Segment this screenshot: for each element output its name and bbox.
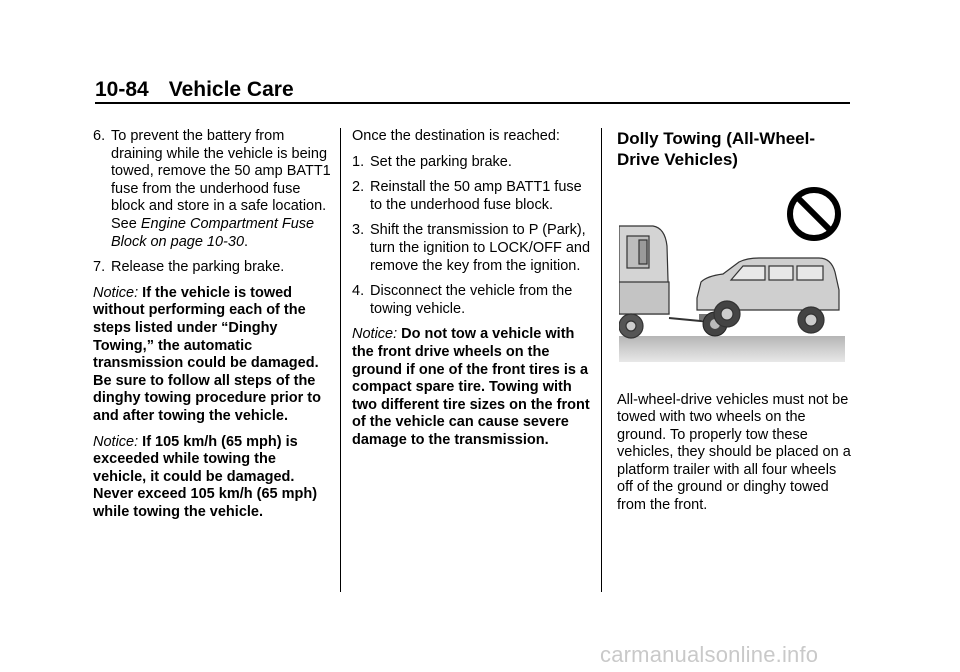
column-middle bbox=[352, 128, 592, 458]
column-left bbox=[93, 128, 333, 529]
list-item bbox=[352, 283, 592, 318]
dolly-towing-prohibited-illustration bbox=[619, 186, 845, 362]
chapter-title: Vehicle Care bbox=[168, 78, 294, 101]
notice-text: If the vehicle is towed without performing each of the steps listed under “Dinghy Towing,” the automatic transmission could be damaged. Be sure to follow all steps of the dinghy towing procedure prior to and after towing the vehicle. bbox=[93, 284, 321, 424]
column-divider-1 bbox=[340, 128, 341, 592]
step-text: Disconnect the vehicle from the towing vehicle. bbox=[370, 283, 573, 317]
notice-label: Notice: bbox=[93, 284, 139, 301]
notice-speed bbox=[93, 434, 333, 522]
ground bbox=[619, 336, 845, 362]
notice-text: If 105 km/h (65 mph) is exceeded while towing the vehicle, it could be damaged. Never exceed 105 km/h (65 mph) while towing the vehicle. bbox=[93, 433, 318, 520]
step-number: 7. bbox=[93, 259, 106, 276]
step-7 bbox=[93, 259, 333, 277]
notice-label: Notice: bbox=[352, 326, 398, 343]
awd-towing-paragraph: All-wheel-drive vehicles must not be towed with two wheels on the ground. To properly tow these vehicles, they should be placed on a platform trailer with all four wheels off of the ground or dinghy towed from the front. bbox=[617, 391, 851, 514]
cross-reference-link[interactable]: Engine Compartment Fuse Block on page 10-30 bbox=[111, 215, 315, 250]
header-rule bbox=[95, 102, 850, 104]
page-number: 10-84 bbox=[95, 78, 149, 101]
step-text: Shift the transmission to P (Park), turn the ignition to LOCK/OFF and remove the key from the ignition. bbox=[370, 222, 591, 274]
step-number: 6. bbox=[93, 128, 106, 144]
section-heading: Dolly Towing (All-Wheel-Drive Vehicles) bbox=[617, 129, 815, 169]
step-number: 1. bbox=[352, 153, 365, 170]
column-right bbox=[617, 128, 855, 170]
step-text: Set the parking brake. bbox=[370, 153, 512, 170]
list-item bbox=[352, 222, 592, 275]
list-item bbox=[352, 154, 592, 172]
list-item bbox=[352, 179, 592, 214]
watermark: carmanualsonline.info bbox=[600, 642, 819, 667]
notice-dinghy bbox=[93, 285, 333, 426]
notice-label: Notice: bbox=[93, 433, 139, 450]
step-text: Reinstall the 50 amp BATT1 fuse to the underhood fuse block. bbox=[370, 179, 582, 213]
step-text: To prevent the battery from draining while the vehicle is being towed, remove the 50 amp BATT1 fuse from the underhood fuse block and store in a safe location. See bbox=[111, 128, 331, 232]
step-text: Release the parking brake. bbox=[111, 259, 285, 276]
notice-text: Do not tow a vehicle with the front drive wheels on the ground if one of the front tires is a compact spare tire. Towing with two different tire sizes on the front of the vehicle can cause severe damage to the transmission. bbox=[352, 326, 590, 448]
destination-intro: Once the destination is reached: bbox=[352, 128, 560, 144]
step-text-end: . bbox=[244, 233, 249, 250]
notice-spare-tire bbox=[352, 326, 592, 449]
step-6 bbox=[93, 128, 333, 251]
step-number: 4. bbox=[352, 283, 365, 300]
page-header bbox=[95, 78, 294, 102]
column-divider-2 bbox=[601, 128, 602, 592]
step-number: 2. bbox=[352, 179, 365, 196]
step-number: 3. bbox=[352, 222, 365, 239]
